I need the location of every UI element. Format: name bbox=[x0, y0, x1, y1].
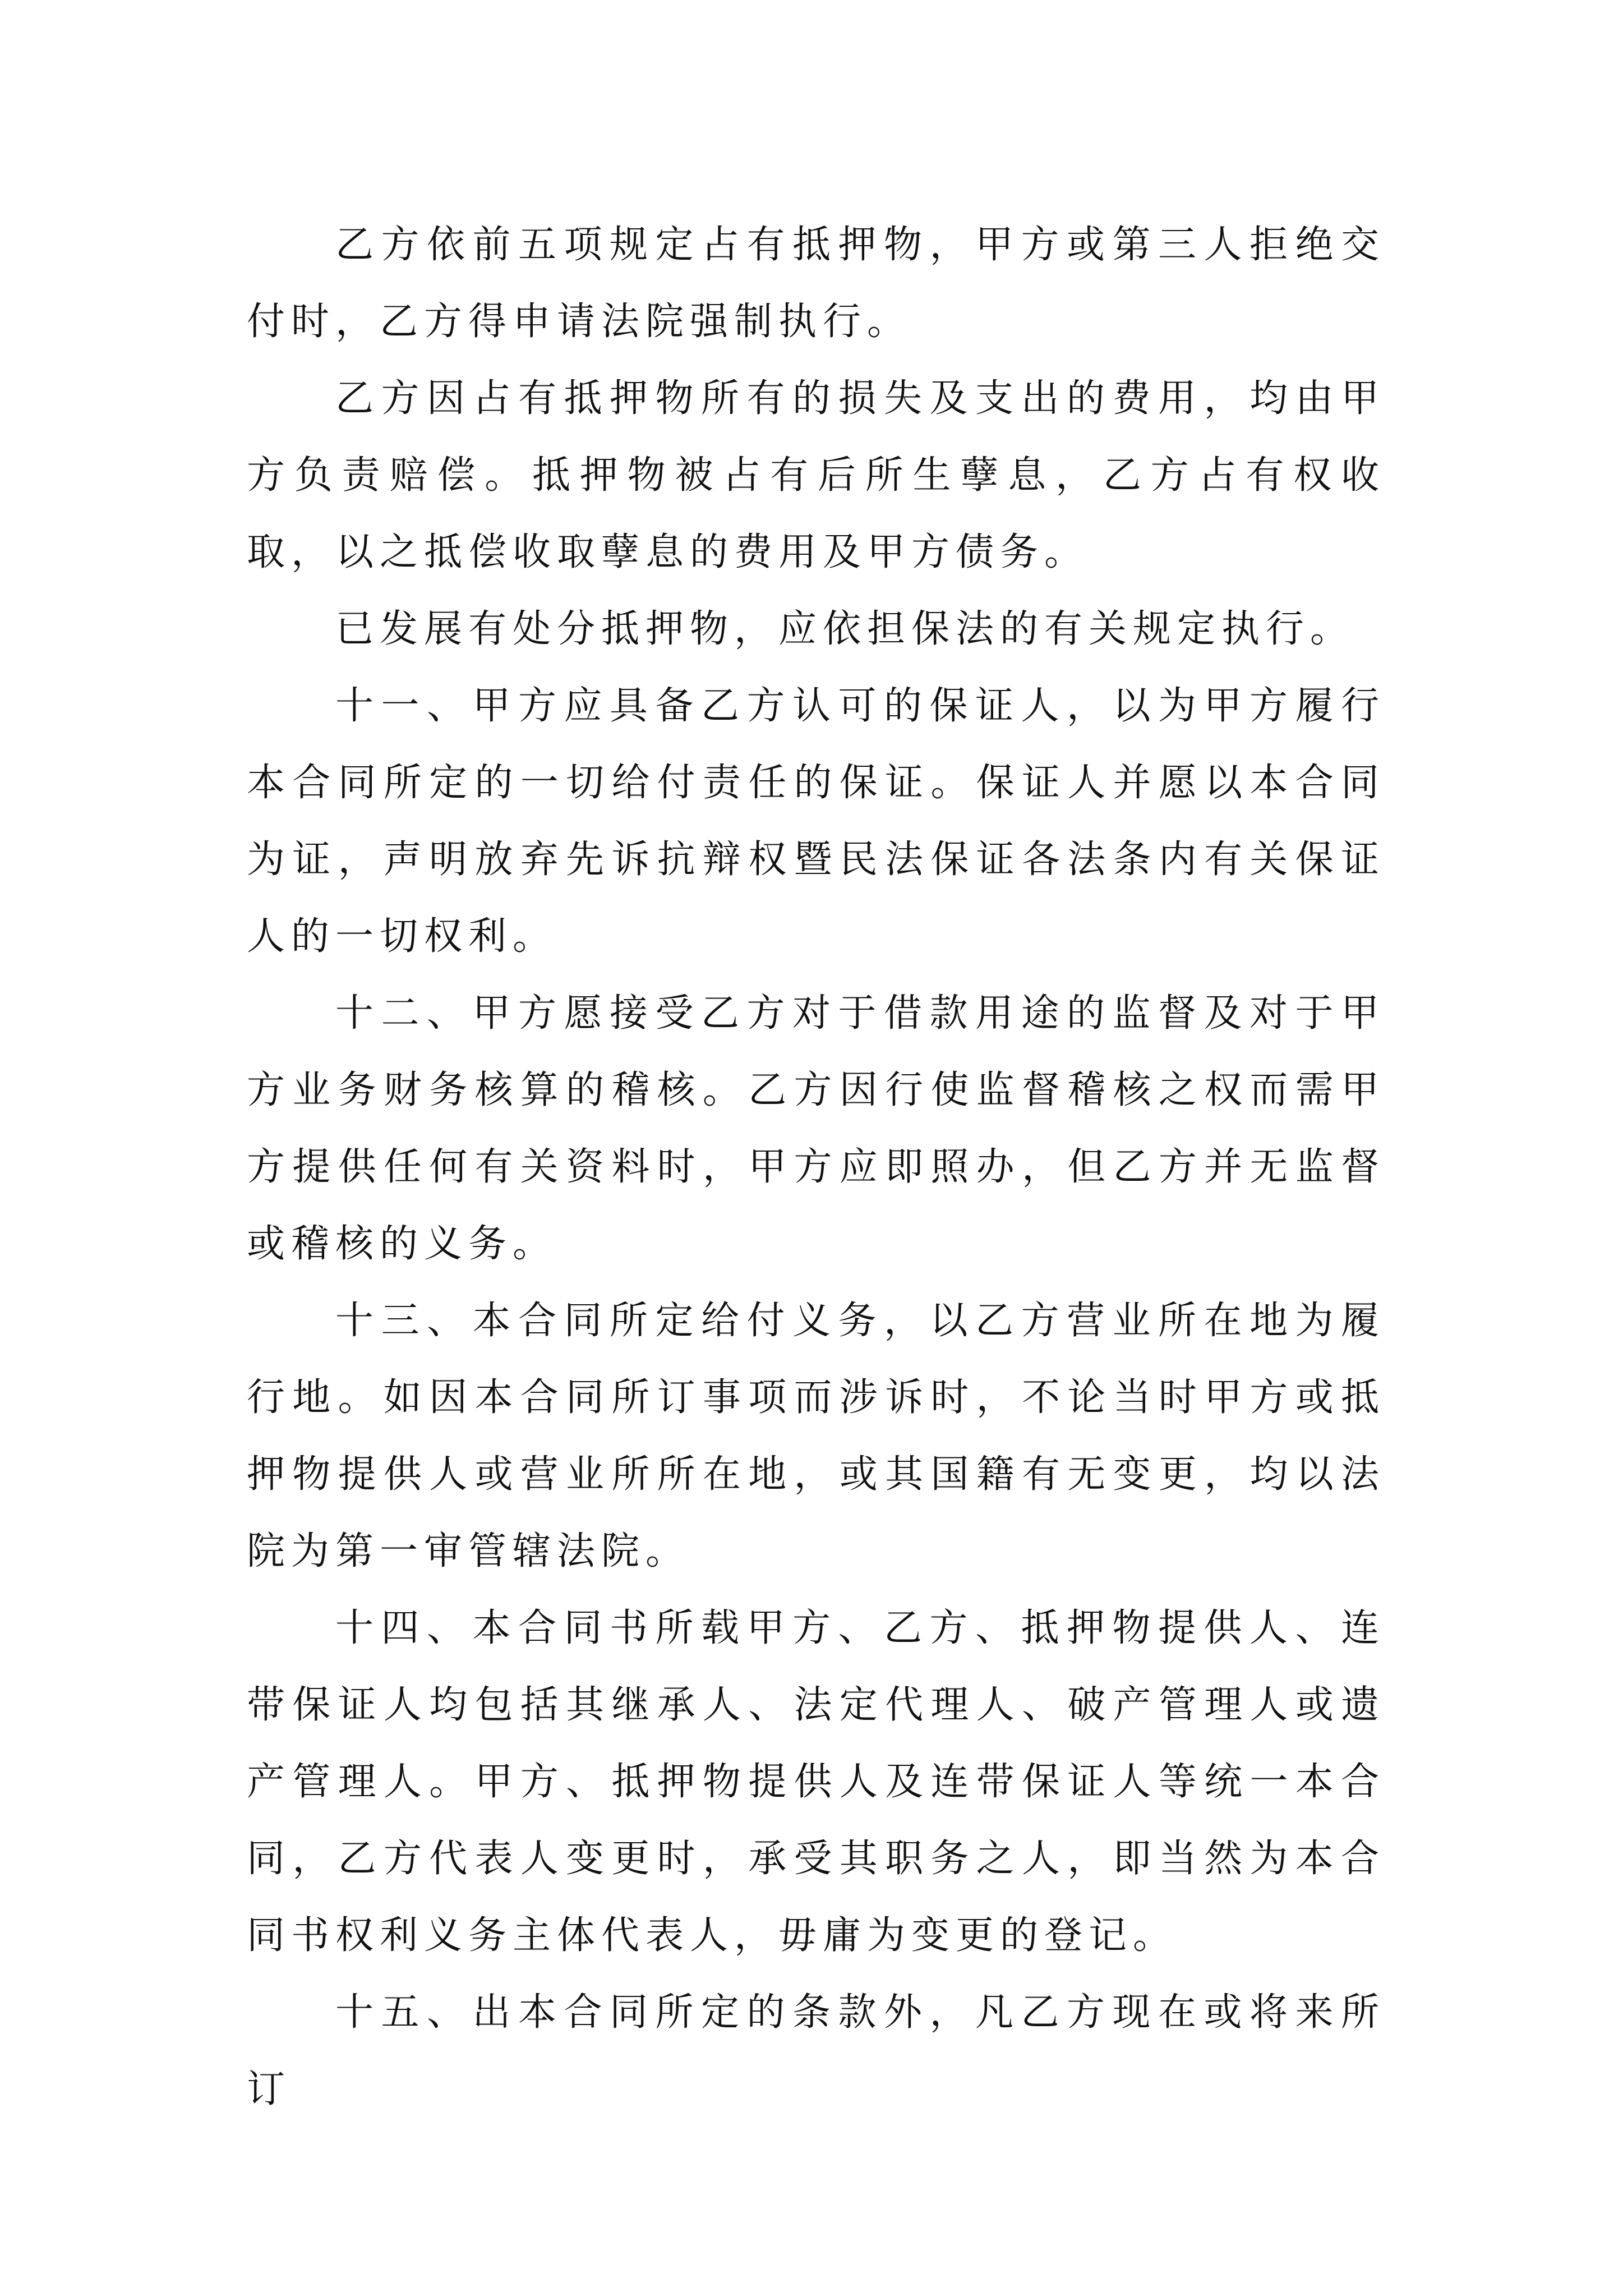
paragraph-clause-12: 十二、甲方愿接受乙方对于借款用途的监督及对于甲方业务财务核算的稽核。乙方因行使监督稽核之权而需甲方提供任何有关资料时，甲方应即照办，但乙方并无监督或稽核的义务。 bbox=[247, 991, 1385, 1266]
paragraph-clause-15: 十五、出本合同所定的条款外，凡乙方现在或将来所订 bbox=[247, 1990, 1385, 2111]
paragraph-3: 已发展有处分抵押物，应依担保法的有关规定执行。 bbox=[335, 607, 1355, 651]
paragraph-1: 乙方依前五项规定占有抵押物，甲方或第三人拒绝交付时，乙方得申请法院强制执行。 bbox=[247, 223, 1385, 344]
paragraph-clause-13: 十三、本合同所定给付义务，以乙方营业所在地为履行地。如因本合同所订事项而涉诉时，不论当时甲方或抵押物提供人或营业所所在地，或其国籍有无变更，均以法院为第一审管辖法院。 bbox=[247, 1299, 1385, 1573]
document-body bbox=[247, 206, 1385, 2128]
paragraph-clause-14: 十四、本合同书所载甲方、乙方、抵押物提供人、连带保证人均包括其继承人、法定代理人、破产管理人或遗产管理人。甲方、抵押物提供人及连带保证人等统一本合同，乙方代表人变更时，承受其职务之人，即当然为本合同书权利义务主体代表人，毋庸为变更的登记。 bbox=[247, 1606, 1385, 1958]
paragraph-clause-11: 十一、甲方应具备乙方认可的保证人，以为甲方履行本合同所定的一切给付责任的保证。保证人并愿以本合同为证，声明放弃先诉抗辩权暨民法保证各法条内有关保证人的一切权利。 bbox=[247, 684, 1385, 959]
paragraph-2: 乙方因占有抵押物所有的损失及支出的费用，均由甲方负责赔偿。抵押物被占有后所生孽息，乙方占有权收取，以之抵偿收取孽息的费用及甲方债务。 bbox=[247, 376, 1385, 574]
